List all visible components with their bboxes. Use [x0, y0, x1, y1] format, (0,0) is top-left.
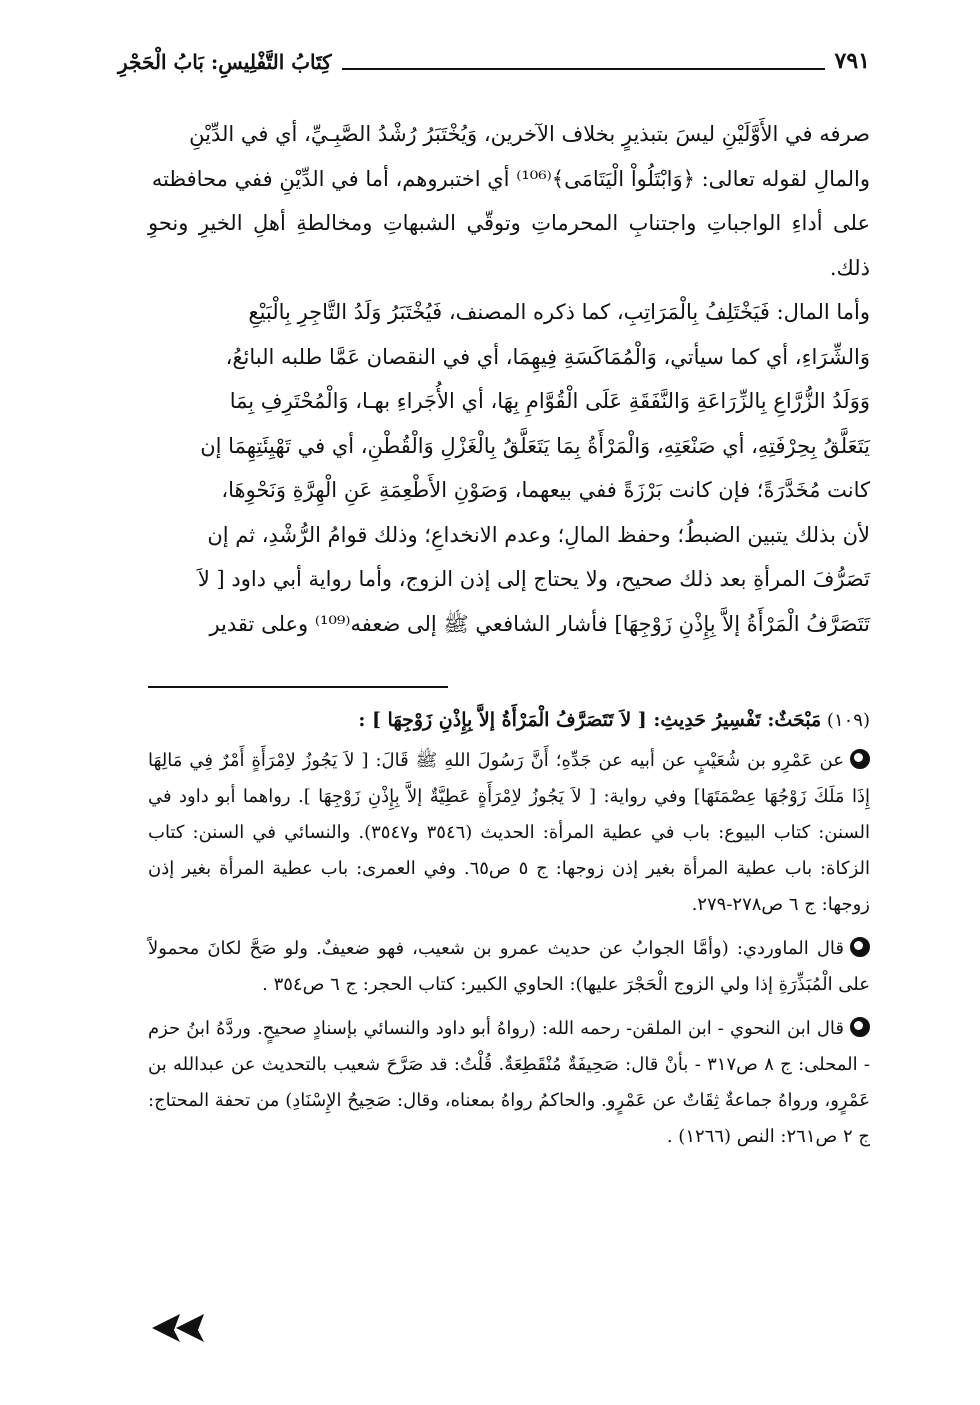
body-line: يَتَعَلَّقُ بِحِرْفَتِهِ، أي صَنْعَتِهِ، وَالْمَرْأَةُ بِمَا يَتَعَلَّقُ بِالْغَزْلِ وَالْقُطْنِ، أي في تَهْيِئَتِهِمَا إن: [200, 433, 870, 458]
footnote-item: [148, 743, 870, 923]
footnote-separator: [148, 686, 448, 688]
header-rule: [342, 68, 825, 70]
footnote-heading: [148, 702, 870, 739]
main-text: [148, 112, 870, 646]
bullet-icon: [850, 1017, 870, 1037]
footnote-item-text: عن عَمْرِو بن شُعَيْبٍ عن أبيه عن جَدِّهِ؛ أَنَّ رَسُولَ اللهِ ﷺ قَالَ: [ لاَ يَجُوزُ لاِمْرَأَةٍ أَمْرٌ فِي مَالِهَا إِذَا مَلَكَ زَوْجُهَا عِصْمَتَهَا] وفي رواية: [ لاَ يَجُوزُ لاِمْرَأَةٍ عَطِيَّةٌ إلاَّ بِإِذْنِ زَوْجِهَا ]. رواهما أبو داود في السنن: كتاب البيوع: باب في عطية المرأة: الحديث (٣٥٤٦ و٣٥٤٧). والنسائي في السنن: كتاب الزكاة: باب عطية المرأة بغير إذن زوجها: ج ٥ ص٦٥. وفي العمرى: باب عطية المرأة بغير إذن زوجها: ج ٦ ص٢٧٨-٢٧٩.: [148, 750, 871, 915]
footnote-item-text: قال الماوردي: (وأمَّا الجوابُ عن حديث عمرو بن شعيب، فهو ضعيفٌ. ولو صَحَّ لكانَ محمولاً على الْمُبَذِّرَةِ إذا ولي الزوج الْحَجْرَ عليها): الحاوي الكبير: كتاب الحجر: ج ٦ ص٣٥٤ .: [148, 938, 870, 995]
body-line: تَصَرُّفَ المرأةِ بعد ذلك صحيح، ولا يحتاج إلى إذن الزوج، وأما رواية أبي داود [ لاَ: [197, 567, 870, 591]
page-number: ٧٩١: [834, 48, 870, 74]
footnote-heading-text: مَبْحَثٌ: تَفْسِيرُ حَدِيثِ: [ لاَ تَتَصَرَّفُ الْمَرْأَةُ إلاَّ بِإِذْنِ زَوْجِهَا ] :: [358, 709, 822, 731]
body-line: وأما المال: فَيَخْتَلِفُ بِالْمَرَاتِبِ، كما ذكره المصنف، فَيُخْتَبَرُ وَلَدُ التَّاجِرِ بِالْبَيْعِ: [248, 300, 870, 324]
body-line: صرفه في الأَوَّلَيْنِ ليسَ بتبذيرٍ بخلاف الآخرين، وَيُخْتَبَرُ رُشْدُ الصَّبِـيِّ، أي في الدِّيْنِ: [189, 122, 870, 146]
footnotes: [148, 702, 870, 1163]
body-line: وَالشِّرَاءِ، أي كما سيأتي، وَالْمُمَاكَسَةِ فِيهِمَا، أي في النقصان عَمَّا طلبه البائعُ،: [225, 344, 870, 369]
running-title: كِتَابُ التَّفْلِيسِ: بَابُ الْحَجْرِ: [118, 50, 332, 74]
page-header: [118, 36, 870, 76]
continue-arrow-icon: [140, 1308, 210, 1348]
body-line: والمالِ لقوله تعالى: ﴿وَابْتَلُواْ الْيَتَامَى﴾⁽¹⁰⁶⁾ أي اختبروهم، أما في الدِّيْنِ ففي محافظته: [151, 166, 870, 191]
body-line: تَتَصَرَّفُ الْمَرْأَةُ إلاَّ بِإِذْنِ زَوْجِهَا] فأشار الشافعي ﷺ إلى ضعفه⁽¹⁰⁹⁾ وعلى تقدير: [209, 611, 870, 636]
bullet-icon: [850, 749, 870, 769]
footnote-item: [148, 931, 870, 1003]
body-line: لأن بذلك يتبين الضبطُ؛ وحفظ المالِ؛ وعدم الانخداعِ؛ وذلك قوامُ الرُّشْدِ، ثم إن: [207, 522, 870, 547]
footnote-number: (١٠٩): [826, 710, 870, 731]
body-line: كانت مُخَدَّرَةً؛ فإن كانت بَرْزَةً ففي بيعهما، وَصَوْنِ الأَطْعِمَةِ عَنِ الْهِرَّةِ وَنَحْوِهَا،: [221, 478, 870, 502]
body-line: وَوَلَدُ الزُّرَّاعِ بِالزِّرَاعَةِ وَالنَّفَقَةِ عَلَى الْقُوَّامِ بِهَا، أي الأُجَراءِ بهـا، وَالْمُحْتَرِفِ بِمَا: [229, 389, 870, 413]
body-line: على أداءِ الواجباتِ واجتنابِ المحرماتِ وتوقّي الشبهاتِ ومخالطةِ أهلِ الخيرِ ونحوِ ذلك.: [148, 211, 870, 280]
footnote-item: [148, 1011, 870, 1155]
bullet-icon: [850, 937, 870, 957]
footnote-item-text: قال ابن النحوي - ابن الملقن- رحمه الله: (رواهُ أبو داود والنسائي بإسنادٍ صحيحٍ. وردَّهُ ابنُ حزم - المحلى: ج ٨ ص٣١٧ - بأنْ قال: صَحِيفَةٌ مُنْقَطِعَةٌ. قُلْتُ: قد صَرَّحَ شعيب بالتحديث عن عبدالله بن عَمْرٍو، ورواهُ جماعةٌ ثِقَاتٌ عن عَمْرٍو. والحاكمُ رواهُ بمعناه، وقال: صَحِيحُ الإِسْنَادِ) من تحفة المحتاج: ج ٢ ص٢٦١: النص (١٢٦٦) .: [148, 1018, 870, 1147]
